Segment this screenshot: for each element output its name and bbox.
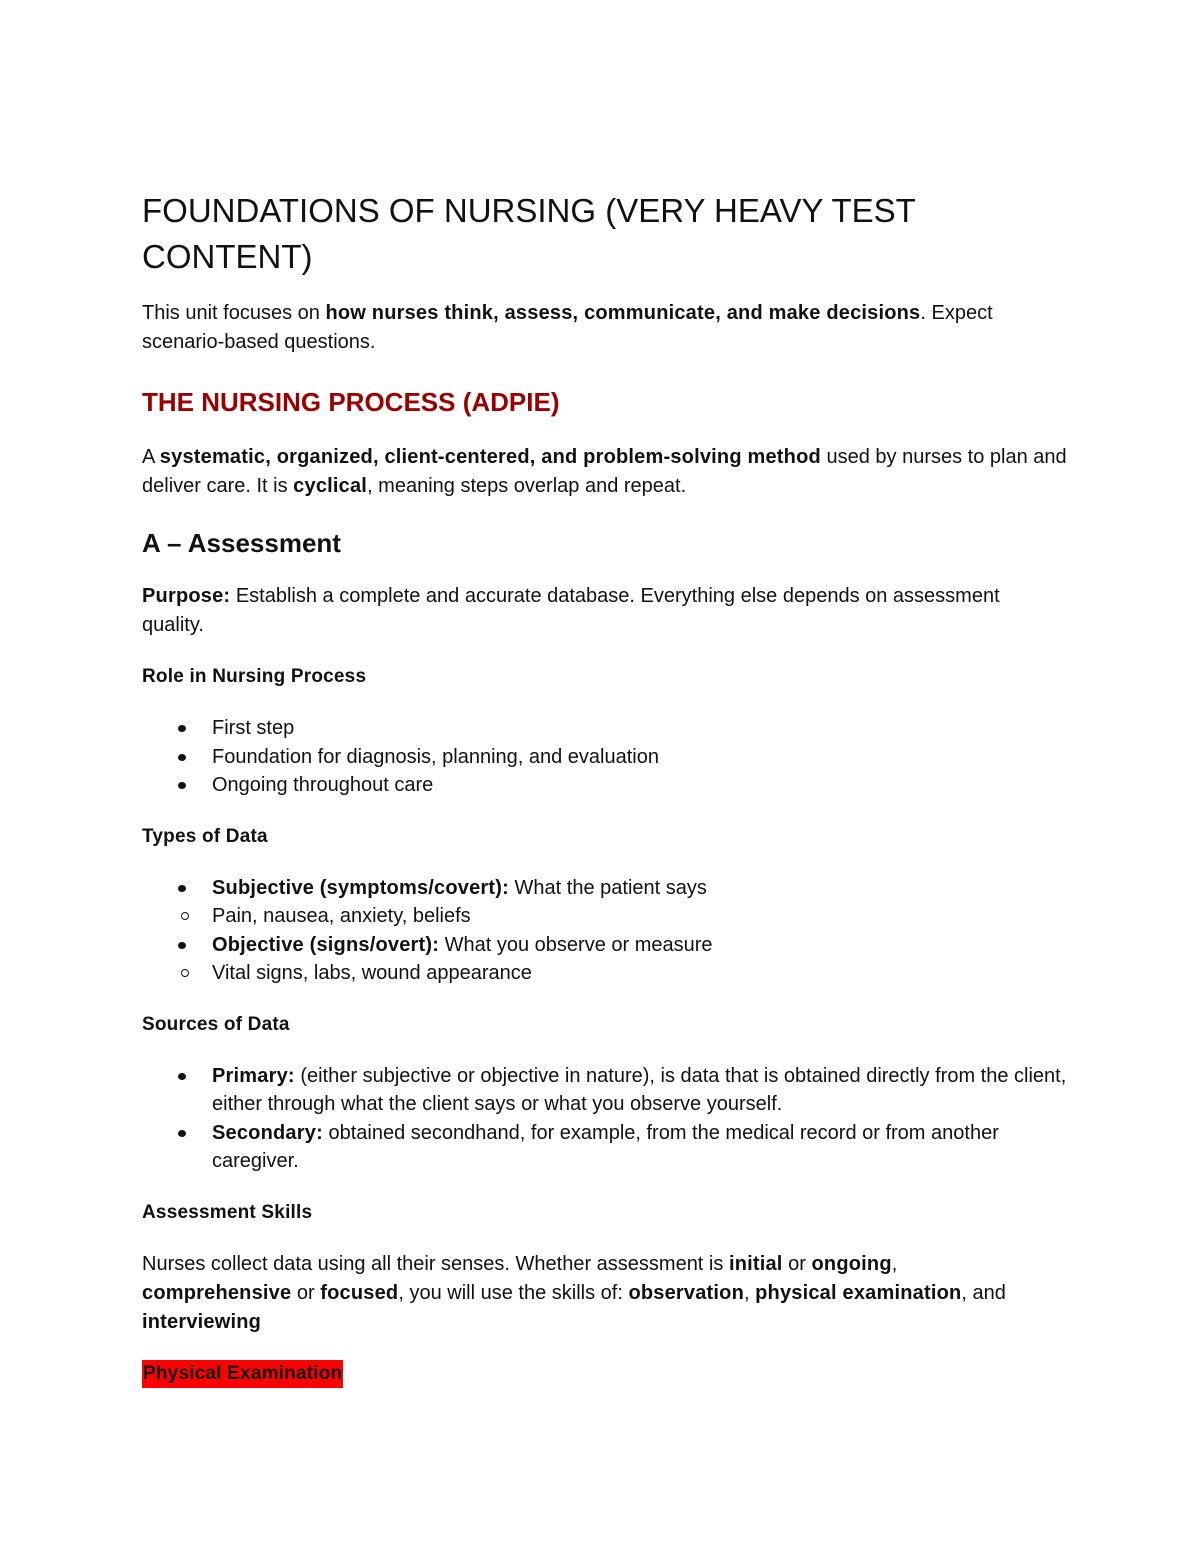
np-text-1: A <box>142 446 160 468</box>
skills-text: , <box>744 1281 756 1304</box>
circle-bullet-icon <box>181 969 189 977</box>
list-item-text: What the patient says <box>509 876 707 899</box>
skills-bold: interviewing <box>142 1310 262 1333</box>
physical-exam-heading: Physical Examination <box>142 1360 343 1388</box>
intro-bold-1: how nurses think, assess, communicate, and make decisions <box>325 302 921 324</box>
sub-list <box>212 959 1067 988</box>
skills-bold: physical examination <box>755 1281 962 1304</box>
sources-heading: Sources of Data <box>142 1013 290 1035</box>
bullet-icon <box>178 885 186 892</box>
list-item-label: Subjective (symptoms/covert): <box>212 876 509 899</box>
intro-text-2: . Expect scenario-based questions. <box>142 302 993 353</box>
skills-paragraph <box>142 1250 1067 1337</box>
list-item-text: Foundation for diagnosis, planning, and evaluation <box>212 745 659 768</box>
purpose-paragraph <box>142 582 1067 640</box>
skills-bold: initial <box>728 1252 783 1275</box>
list-item-text: (either subjective or objective in nature), is data that is obtained directly from the client, either through what the client says or what you observe yourself. <box>212 1064 1067 1115</box>
list-item-text: obtained secondhand, for example, from the medical record or from another caregiver. <box>212 1121 999 1172</box>
skills-text: , and <box>961 1281 1006 1304</box>
sub-list-item <box>142 902 1067 931</box>
np-text-2: used by nurses to plan and deliver care. It is <box>142 446 1067 497</box>
skills-bold: ongoing <box>811 1252 892 1275</box>
skills-text: or <box>291 1281 321 1304</box>
document-title: FOUNDATIONS OF NURSING (VERY HEAVY TEST CONTENT) <box>142 192 916 275</box>
list-item-text: First step <box>212 717 295 739</box>
intro-paragraph <box>142 299 1067 357</box>
bullet-icon <box>178 1073 186 1080</box>
purpose-label: Purpose: <box>142 585 231 607</box>
document-page <box>142 188 1067 1388</box>
bullet-icon <box>178 942 186 949</box>
list-item-label: Secondary: <box>212 1121 323 1144</box>
bullet-icon <box>178 725 186 732</box>
list-item <box>142 714 1067 743</box>
np-bold-1: systematic, organized, client-centered, and problem-solving method <box>159 446 821 468</box>
nursing-process-paragraph <box>142 443 1067 501</box>
list-item-text: What you observe or measure <box>439 933 713 956</box>
skills-text: or <box>782 1252 812 1275</box>
types-heading: Types of Data <box>142 825 268 847</box>
skills-text: Nurses collect data using all their senses. Whether assessment is <box>142 1252 729 1275</box>
list-item <box>142 771 1067 800</box>
purpose-text: Establish a complete and accurate database. Everything else depends on assessment quality. <box>142 585 1000 636</box>
skills-bold: focused <box>320 1281 399 1304</box>
list-item <box>142 1119 1067 1176</box>
list-item-label: Primary: <box>212 1064 295 1087</box>
list-item-text: Ongoing throughout care <box>212 774 434 796</box>
sub-list-item-text: Vital signs, labs, wound appearance <box>212 962 532 984</box>
sub-list <box>212 902 1067 931</box>
skills-bold: comprehensive <box>142 1281 292 1304</box>
intro-text-1: This unit focuses on <box>142 302 326 324</box>
bullet-icon <box>178 782 186 789</box>
list-item <box>142 1062 1067 1119</box>
list-item <box>142 931 1067 988</box>
role-list <box>142 714 1067 800</box>
np-bold-2: cyclical <box>293 475 368 497</box>
skills-text: , you will use the skills of: <box>398 1281 629 1304</box>
skills-bold: observation <box>628 1281 744 1304</box>
skills-text: , <box>891 1252 898 1275</box>
physical-exam-block <box>142 1360 1067 1388</box>
circle-bullet-icon <box>181 912 189 920</box>
sub-list-item <box>142 959 1067 988</box>
list-item-label: Objective (signs/overt): <box>212 933 440 956</box>
sources-list <box>142 1062 1067 1176</box>
sub-list-item-text: Pain, nausea, anxiety, beliefs <box>212 905 471 927</box>
assessment-heading: A – Assessment <box>142 528 341 558</box>
list-item <box>142 874 1067 931</box>
np-text-3: , meaning steps overlap and repeat. <box>367 475 687 497</box>
list-item <box>142 743 1067 772</box>
role-heading: Role in Nursing Process <box>142 666 367 687</box>
skills-heading: Assessment Skills <box>142 1201 313 1223</box>
bullet-icon <box>178 1130 186 1137</box>
types-list <box>142 874 1067 988</box>
bullet-icon <box>178 754 186 761</box>
nursing-process-heading: THE NURSING PROCESS (ADPIE) <box>142 387 560 417</box>
